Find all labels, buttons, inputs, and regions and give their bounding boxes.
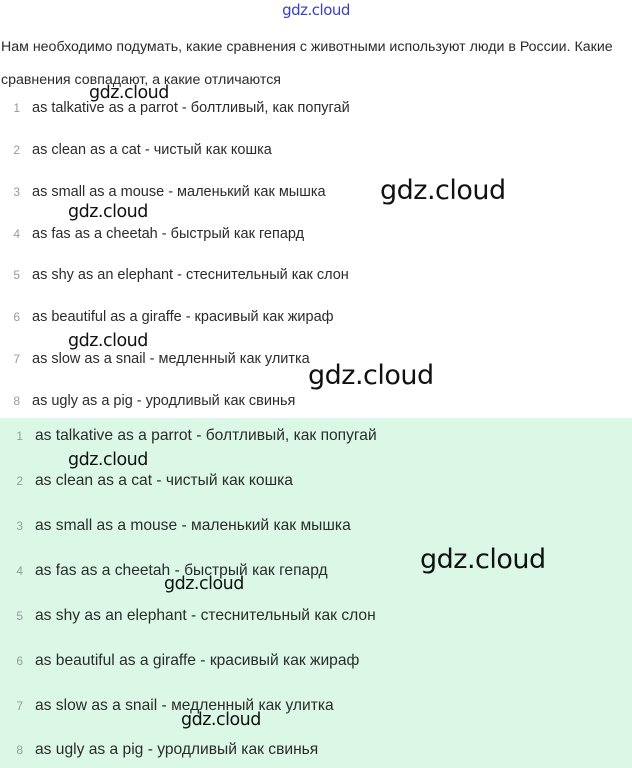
watermark: gdz.cloud	[308, 360, 434, 391]
list-item	[0, 180, 632, 204]
watermark: gdz.cloud	[420, 544, 546, 575]
list-item	[0, 738, 632, 762]
item-number: 5	[13, 268, 20, 282]
answer-box	[0, 418, 632, 768]
item-number: 8	[16, 743, 23, 757]
item-text: as shy as an elephant - стеснительный как слон	[35, 607, 376, 624]
item-text: as fas as a cheetah - быстрый как гепард	[35, 562, 328, 579]
item-number: 3	[13, 185, 20, 199]
item-text: as clean as a cat - чистый как кошка	[32, 142, 272, 158]
list-item	[0, 649, 632, 673]
item-number: 7	[13, 352, 20, 366]
item-number: 6	[13, 310, 20, 324]
item-text: as slow as a snail - медленный как улитка	[35, 697, 334, 714]
item-text: as small as a mouse - маленький как мышка	[32, 184, 326, 200]
list-item	[0, 138, 632, 162]
item-number: 5	[16, 609, 23, 623]
item-number: 2	[13, 143, 20, 157]
list-item	[0, 222, 632, 246]
item-number: 4	[16, 564, 23, 578]
item-text: as slow as a snail - медленный как улитка	[32, 351, 310, 367]
list-item	[0, 263, 632, 287]
list-item	[0, 604, 632, 628]
list-item	[0, 305, 632, 329]
item-number: 7	[16, 699, 23, 713]
item-number: 2	[16, 474, 23, 488]
item-text: as clean as a cat - чистый как кошка	[35, 472, 293, 489]
item-text: as small as a mouse - маленький как мышка	[35, 517, 351, 534]
watermark: gdz.cloud	[164, 574, 244, 594]
item-text: as fas as a cheetah - быстрый как гепард	[32, 226, 305, 242]
list-item	[0, 389, 632, 413]
list-item	[0, 469, 632, 493]
item-number: 4	[13, 227, 20, 241]
watermark: gdz.cloud	[68, 202, 148, 222]
item-number: 3	[16, 519, 23, 533]
item-text: as talkative as a parrot - болтливый, как попугай	[35, 427, 377, 444]
item-text: as beautiful as a giraffe - красивый как жираф	[32, 309, 334, 325]
item-text: as beautiful as a giraffe - красивый как жираф	[35, 652, 360, 669]
item-number: 1	[13, 101, 20, 115]
item-text: as shy as an elephant - стеснительный как слон	[32, 267, 349, 283]
watermark: gdz.cloud	[68, 450, 148, 470]
item-text: as talkative as a parrot - болтливый, как попугай	[32, 100, 350, 116]
item-text: as ugly as a pig - уродливый как свинья	[32, 393, 296, 409]
watermark: gdz.cloud	[68, 331, 148, 351]
watermark: gdz.cloud	[380, 175, 506, 206]
watermark: gdz.cloud	[181, 710, 261, 730]
item-number: 6	[16, 654, 23, 668]
item-text: as ugly as a pig - уродливый как свинья	[35, 741, 319, 758]
item-number: 1	[16, 429, 23, 443]
list-item	[0, 424, 632, 448]
list-item	[0, 694, 632, 718]
watermark: gdz.cloud	[89, 83, 169, 103]
item-number: 8	[13, 394, 20, 408]
list-item	[0, 514, 632, 538]
task-text: Нам необходимо подумать, какие сравнения с животными используют люди в России. Какие сравнения совпадают, а какие отличаются	[1, 39, 613, 88]
site-logo[interactable]: gdz.cloud	[282, 1, 350, 19]
